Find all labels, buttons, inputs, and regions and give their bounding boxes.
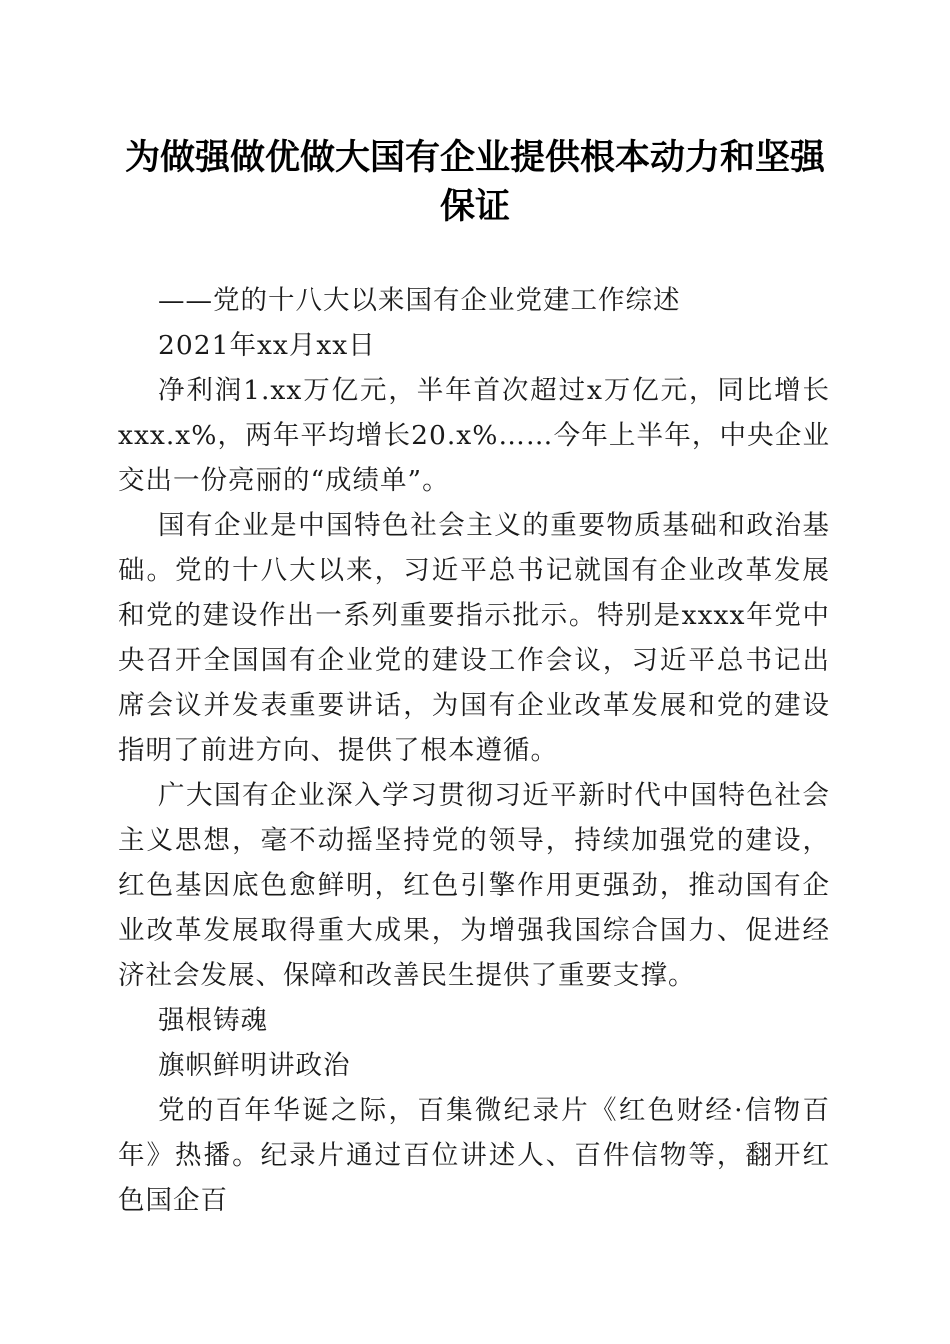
section-heading: 强根铸魂 [158,1005,268,1036]
document-title: 为做强做优做大国有企业提供根本动力和坚强保证 [124,137,825,227]
paragraph: 净利润1.xx万亿元，半年首次超过x万亿元，同比增长xxx.x%，两年平均增长20.x%……今年上半年，中央企业交出一份亮丽的“成绩单”。 [118,375,830,496]
document-subtitle: ——党的十八大以来国有企业党建工作综述 [158,285,681,316]
paragraph: 广大国有企业深入学习贯彻习近平新时代中国特色社会主义思想，毫不动摇坚持党的领导，持续加强党的建设，红色基因底色愈鲜明，红色引擎作用更强劲，推动国有企业改革发展取得重大成果，为增强我国综合国力、促进经济社会发展、保障和改善民生提供了重要支撑。 [118,780,830,991]
document-date: 2021年xx月xx日 [158,330,376,361]
paragraph: 国有企业是中国特色社会主义的重要物质基础和政治基础。党的十八大以来，习近平总书记就国有企业改革发展和党的建设作出一系列重要指示批示。特别是xxxx年党中央召开全国国有企业党的建设工作会议，习近平总书记出席会议并发表重要讲话，为国有企业改革发展和党的建设指明了前进方向、提供了根本遵循。 [118,510,830,766]
paragraph: 党的百年华诞之际，百集微纪录片《红色财经·信物百年》热播。纪录片通过百位讲述人、百件信物等，翻开红色国企百 [118,1095,830,1216]
document-body [118,278,830,1223]
subsection-heading: 旗帜鲜明讲政治 [158,1050,351,1081]
